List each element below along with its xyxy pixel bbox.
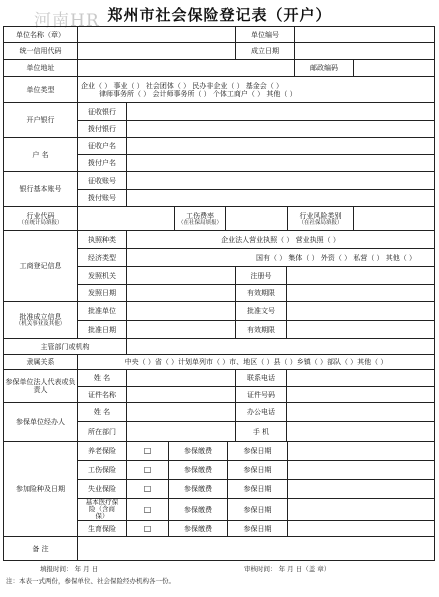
field-approval-valid[interactable]: [286, 320, 435, 339]
field-postcode[interactable]: [353, 59, 435, 77]
insurance-date-field[interactable]: [287, 460, 435, 480]
fill-time: 填报时间： 年 月 日: [40, 565, 99, 573]
insurance-date-field[interactable]: [287, 479, 435, 499]
insurance-name: 工伤保险: [77, 460, 127, 480]
label-pay-account: 拨付账号: [77, 189, 127, 207]
label-industry-code: [3, 206, 78, 231]
field-pay-name[interactable]: [126, 154, 435, 172]
unit-type-options[interactable]: [77, 76, 435, 103]
label-issuer: 发照机关: [77, 266, 127, 285]
field-valid-period[interactable]: [286, 284, 435, 302]
label-rep-doc-no: 证件号码: [235, 386, 287, 403]
label-basic-account: 银行基本账号: [3, 171, 78, 207]
industry-code-note: （在统计局填报）: [18, 219, 63, 226]
label-approve-doc: 批准文号: [235, 301, 287, 321]
insurance-checkbox[interactable]: □: [126, 460, 169, 480]
review-time: 审核时间： 年 月 日（盖 章）: [244, 565, 331, 573]
label-valid-period: 有效期限: [235, 284, 287, 302]
insurance-date-field[interactable]: [287, 441, 435, 461]
label-risk-type: [287, 206, 354, 231]
label-business-registration: 工商登记信息: [3, 230, 78, 302]
label-mobile: 手 机: [235, 421, 287, 442]
license-type-options[interactable]: 企业法人营业执照（ ） 营业执照（ ）: [126, 230, 435, 249]
industry-code-text: 行业代码: [26, 211, 55, 220]
insurance-checkbox[interactable]: □: [126, 441, 169, 461]
injury-rate-text: 工伤费率: [186, 211, 214, 220]
label-license-type: 执照种类: [77, 230, 127, 249]
insurance-date-label: 参保日期: [227, 498, 288, 521]
label-reg-no: 注册号: [235, 266, 287, 285]
label-approval-info: [3, 301, 78, 339]
field-rep-doc-no[interactable]: [286, 386, 435, 403]
insurance-date-field[interactable]: [287, 520, 435, 537]
field-unit-name[interactable]: [77, 26, 236, 43]
insurance-date-label: 参保日期: [227, 520, 288, 537]
form-title: 郑州市社会保险登记表（开户）: [107, 6, 332, 24]
label-economic-type: 经济类型: [77, 248, 127, 267]
label-remarks: 备 注: [3, 536, 78, 561]
field-credit-code[interactable]: [77, 42, 236, 60]
label-insurance-types: 参加险种及日期: [3, 441, 78, 537]
field-reg-no[interactable]: [286, 266, 435, 285]
insurance-name: 生育保险: [77, 520, 127, 537]
field-mobile[interactable]: [286, 421, 435, 442]
insurance-name: 养老保险: [77, 441, 127, 461]
insurance-fee-label: 参保缴费: [168, 479, 228, 499]
field-rep-phone[interactable]: [286, 369, 435, 387]
field-industry-code[interactable]: [77, 206, 175, 231]
approval-label-note: （机关事业及其他）: [15, 321, 66, 327]
label-unit-address: 单位地址: [3, 59, 78, 77]
field-authority[interactable]: [126, 338, 435, 355]
field-collect-name[interactable]: [126, 137, 435, 155]
insurance-fee-label: 参保缴费: [168, 441, 228, 461]
insurance-checkbox[interactable]: □: [126, 520, 169, 537]
insurance-name: 基本医疗保 险（含商 保）: [77, 498, 127, 521]
label-approve-date: 批准日期: [77, 320, 127, 339]
label-unit-name: 单位名称（章）: [3, 26, 78, 43]
insurance-date-label: 参保日期: [227, 441, 288, 461]
insurance-fee-label: 参保缴费: [168, 498, 228, 521]
field-remarks[interactable]: [77, 536, 435, 561]
watermark: 河南HR: [34, 11, 100, 31]
field-collect-bank[interactable]: [126, 102, 435, 121]
label-issue-date: 发照日期: [77, 284, 127, 302]
label-postcode: 邮政编码: [294, 59, 354, 77]
label-open-bank: 开户银行: [3, 102, 78, 138]
unit-type-line1: 企业（ ） 事业（ ） 社会团体（ ） 民办非企业（ ） 基金会（ ）: [81, 81, 284, 90]
label-legal-rep: 参保单位法人代表或负责人: [3, 369, 78, 403]
field-rep-doc-name[interactable]: [126, 386, 236, 403]
field-establish-date[interactable]: [294, 42, 435, 60]
field-handler-name[interactable]: [126, 402, 236, 422]
label-establish-date: 成立日期: [235, 42, 295, 60]
field-rep-name[interactable]: [126, 369, 236, 387]
field-approve-doc[interactable]: [286, 301, 435, 321]
label-authority: 主管部门或机构: [3, 338, 127, 355]
label-approval-valid: 有效期限: [235, 320, 287, 339]
label-credit-code: 统一信用代码: [3, 42, 78, 60]
insurance-date-label: 参保日期: [227, 479, 288, 499]
field-issue-date[interactable]: [126, 284, 236, 302]
label-handler-dept: 所在部门: [77, 421, 127, 442]
label-injury-rate: [174, 206, 226, 231]
label-rep-phone: 联系电话: [235, 369, 287, 387]
label-pay-bank: 拨付银行: [77, 120, 127, 138]
form-table: [3, 26, 435, 561]
label-handler: 参保单位经办人: [3, 402, 78, 442]
injury-rate-note: （在社保局填报）: [177, 219, 222, 226]
field-issuer[interactable]: [126, 266, 236, 285]
field-collect-account[interactable]: [126, 171, 435, 190]
field-handler-dept[interactable]: [126, 421, 236, 442]
label-approve-unit: 批准单位: [77, 301, 127, 321]
insurance-checkbox[interactable]: □: [126, 479, 169, 499]
label-collect-name: 征收户名: [77, 137, 127, 155]
field-approve-date[interactable]: [126, 320, 236, 339]
label-unit-type: 单位类型: [3, 76, 78, 103]
field-risk-type[interactable]: [353, 206, 435, 231]
insurance-fee-label: 参保缴费: [168, 460, 228, 480]
insurance-fee-label: 参保缴费: [168, 520, 228, 537]
field-office-phone[interactable]: [286, 402, 435, 422]
label-unit-no: 单位编号: [235, 26, 295, 43]
field-injury-rate[interactable]: [225, 206, 288, 231]
economic-type-options[interactable]: 国有（ ） 集体（ ） 外资（ ） 私营（ ） 其他（ ）: [126, 248, 435, 267]
label-collect-bank: 征收银行: [77, 102, 127, 121]
field-approve-unit[interactable]: [126, 301, 236, 321]
insurance-date-field[interactable]: [287, 498, 435, 521]
field-unit-no[interactable]: [294, 26, 435, 43]
label-account-name: 户 名: [3, 137, 78, 172]
field-unit-address[interactable]: [77, 59, 295, 77]
insurance-date-label: 参保日期: [227, 460, 288, 480]
unit-type-line2: 律师事务所（ ） 会计师事务所（ ） 个体工商户（ ） 其他（ ）: [99, 89, 297, 98]
footer-note: 注：本表一式两份，参保单位、社会保险经办机构各一份。: [6, 577, 175, 585]
label-rep-doc-name: 证件名称: [77, 386, 127, 403]
risk-type-text: 行业风险类别: [299, 211, 342, 220]
label-collect-account: 征收账号: [77, 171, 127, 190]
label-pay-name: 拨付户名: [77, 154, 127, 172]
label-affiliation: 隶属关系: [3, 354, 78, 370]
label-rep-name: 姓 名: [77, 369, 127, 387]
field-pay-account[interactable]: [126, 189, 435, 207]
approval-label-text: 批准成立信息: [19, 313, 62, 321]
label-office-phone: 办公电话: [235, 402, 287, 422]
insurance-name: 失业保险: [77, 479, 127, 499]
risk-type-note: （在社保局填报）: [298, 219, 343, 226]
label-handler-name: 姓 名: [77, 402, 127, 422]
insurance-checkbox[interactable]: □: [126, 498, 169, 521]
affiliation-options[interactable]: 中央（ ）省（ ）计划单列市（ ）市、地区（ ）县（ ）乡镇（ ）部队（ ）其他（ ）: [77, 354, 435, 370]
field-pay-bank[interactable]: [126, 120, 435, 138]
